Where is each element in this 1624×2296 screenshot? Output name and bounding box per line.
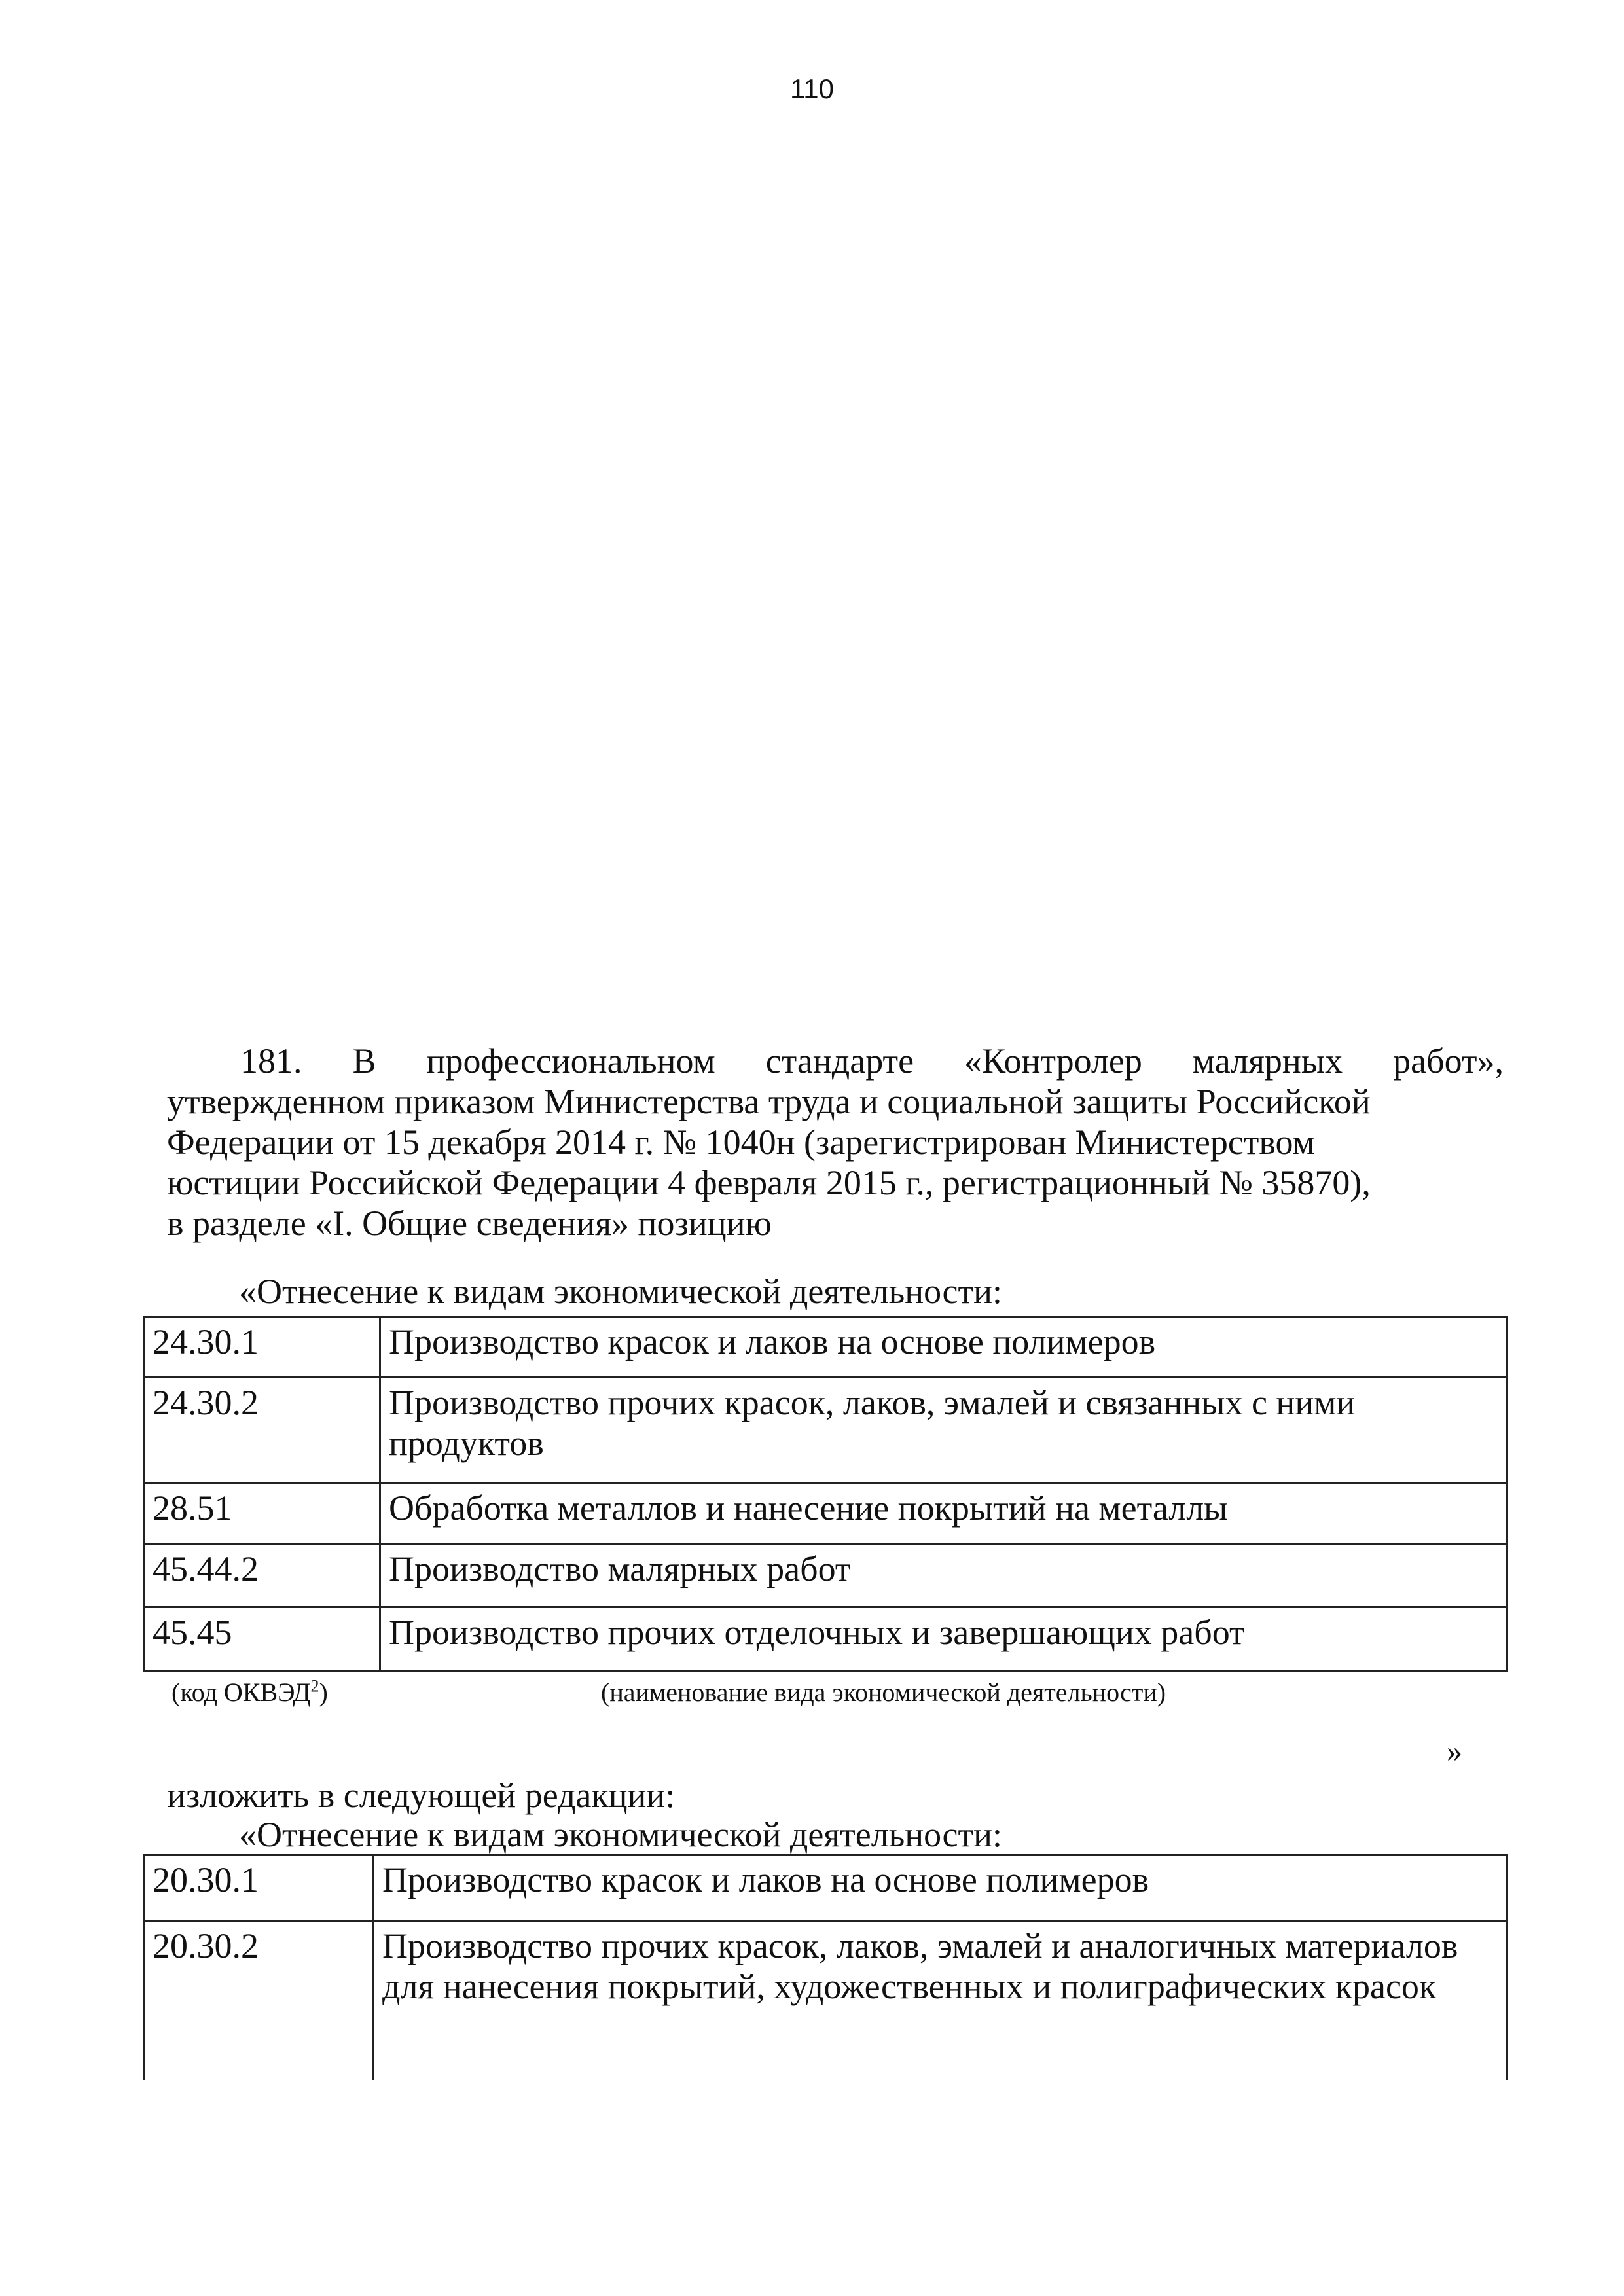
paragraph-line-4: юстиции Российской Федерации 4 февраля 2015 г., регистрационный № 35870), xyxy=(167,1163,1371,1202)
table-row xyxy=(144,1921,1507,2081)
okved-code: 28.51 xyxy=(144,1483,380,1544)
code-column-caption xyxy=(171,1677,328,1708)
amendment-instruction: изложить в следующей редакции: xyxy=(167,1776,676,1815)
okved-code: 45.45 xyxy=(144,1607,380,1671)
table-row xyxy=(144,1378,1507,1483)
okved-table-new xyxy=(143,1854,1508,2080)
okved-code: 45.44.2 xyxy=(144,1544,380,1607)
activity-name: Производство малярных работ xyxy=(380,1544,1507,1607)
paragraph-line-2: утвержденном приказом Министерства труда и социальной защиты Российской xyxy=(167,1082,1371,1121)
table-row xyxy=(144,1855,1507,1921)
okved-code: 20.30.1 xyxy=(144,1855,374,1921)
name-column-caption: (наименование вида экономической деятельности) xyxy=(601,1677,1166,1707)
activity-name: Производство прочих красок, лаков, эмалей и аналогичных материалов для нанесения покрытий, художественных и полиграфических красок xyxy=(374,1921,1507,2081)
amendment-paragraph xyxy=(167,1041,1504,1244)
activity-name: Производство прочих отделочных и завершающих работ xyxy=(380,1607,1507,1671)
activity-name: Производство прочих красок, лаков, эмалей и связанных с ними продуктов xyxy=(380,1378,1507,1483)
okved-code: 24.30.1 xyxy=(144,1317,380,1378)
table-row xyxy=(144,1544,1507,1607)
activity-name: Обработка металлов и нанесение покрытий на металлы xyxy=(380,1483,1507,1544)
paragraph-line-3: Федерации от 15 декабря 2014 г. № 1040н (зарегистрирован Министерством xyxy=(167,1122,1315,1162)
code-caption-suffix: ) xyxy=(319,1677,328,1707)
okved-code: 24.30.2 xyxy=(144,1378,380,1483)
activity-name: Производство красок и лаков на основе полимеров xyxy=(374,1855,1507,1921)
okved-table-old xyxy=(143,1316,1508,1672)
okved-code: 20.30.2 xyxy=(144,1921,374,2081)
table-row xyxy=(144,1317,1507,1378)
table-2-lead: «Отнесение к видам экономической деятельности: xyxy=(239,1815,1002,1854)
paragraph-line-5: в разделе «I. Общие сведения» позицию xyxy=(167,1204,772,1243)
code-caption-text: (код ОКВЭД xyxy=(171,1677,311,1707)
activity-name: Производство красок и лаков на основе полимеров xyxy=(380,1317,1507,1378)
table-1-lead: «Отнесение к видам экономической деятельности: xyxy=(239,1272,1002,1311)
page-number: 110 xyxy=(790,73,834,104)
footnote-marker: 2 xyxy=(310,1676,319,1696)
table-row xyxy=(144,1607,1507,1671)
paragraph-line-1: 181. В профессиональном стандарте «Контролер малярных работ», xyxy=(240,1041,1504,1081)
table-row xyxy=(144,1483,1507,1544)
closing-quote: » xyxy=(1447,1734,1462,1768)
